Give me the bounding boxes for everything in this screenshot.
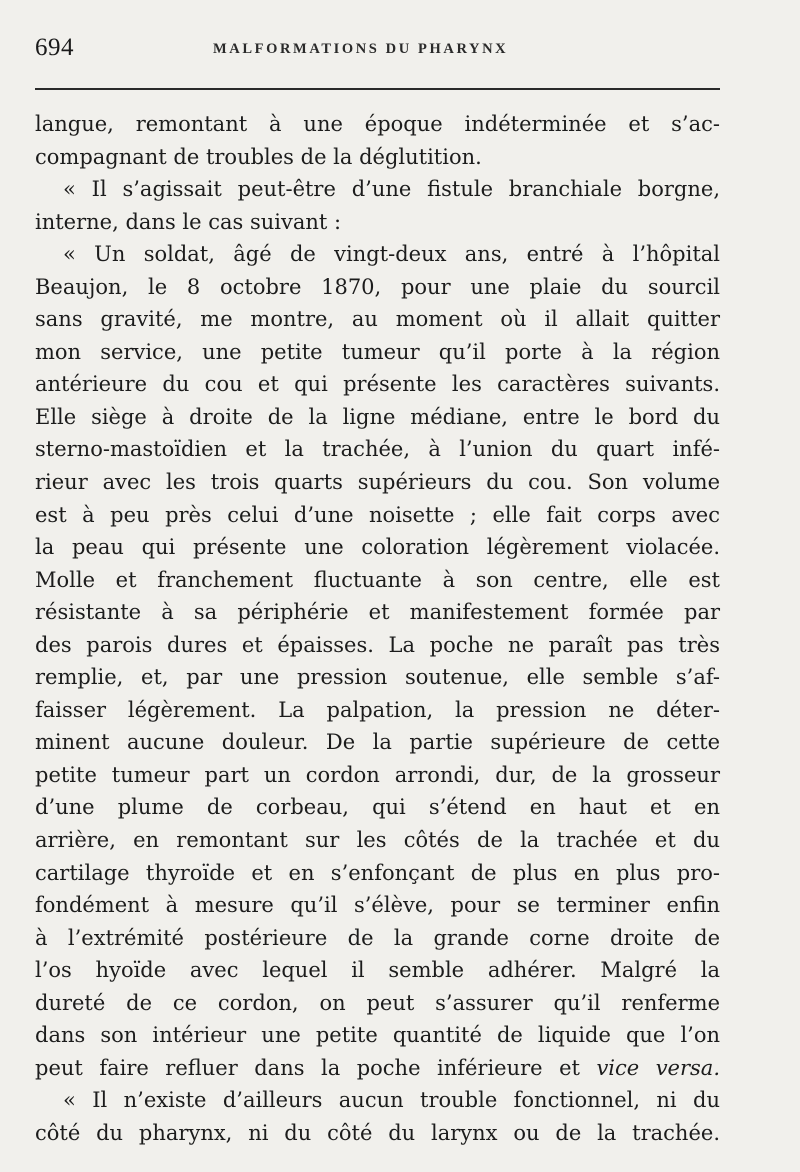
text-line (35, 368, 720, 401)
text-line-content: la peau qui présente une coloration légèrement violacée. (35, 535, 720, 560)
text-line-content: « Il s’agissait peut-être d’une fistule branchiale borgne, (63, 177, 720, 202)
text-line (35, 271, 720, 304)
text-line (35, 661, 720, 694)
text-line (35, 1117, 720, 1150)
text-line (35, 922, 720, 955)
text-line-content: est à peu près celui d’une noisette ; elle fait corps avec (35, 502, 720, 527)
running-head (35, 34, 720, 64)
text-line-content: interne, dans le cas suivant : (35, 209, 342, 234)
text-line (35, 629, 720, 662)
text-line-content: Elle siège à droite de la ligne médiane, entre le bord du (35, 404, 720, 429)
text-line-content: « Un soldat, âgé de vingt-deux ans, entré à l’hôpital (63, 242, 720, 267)
text-line (35, 564, 720, 597)
text-line (35, 173, 720, 206)
running-title: MALFORMATIONS DU PHARYNX (213, 41, 509, 57)
text-line-content: rieur avec les trois quarts supérieurs du cou. Son volume (35, 470, 720, 495)
text-line-content: sterno-mastoïdien et la trachée, à l’union du quart infé- (35, 437, 720, 462)
text-line-content: côté du pharynx, ni du côté du larynx ou de la trachée. (35, 1120, 720, 1145)
text-line-content: remplie, et, par une pression soutenue, elle semble s’af- (35, 665, 720, 690)
text-line (35, 726, 720, 759)
text-line (35, 987, 720, 1020)
text-line-content: minent aucune douleur. De la partie supérieure de cette (35, 730, 720, 755)
text-line (35, 1019, 720, 1052)
text-line (35, 499, 720, 532)
text-line (35, 108, 720, 141)
italic-phrase: vice versa. (596, 1055, 720, 1080)
text-line (35, 791, 720, 824)
text-line-content: dureté de ce cordon, on peut s’assurer qu’il renferme (35, 990, 720, 1015)
text-line (35, 1052, 720, 1085)
text-line (35, 433, 720, 466)
text-line (35, 303, 720, 336)
text-line-content: Molle et franchement fluctuante à son centre, elle est (35, 567, 720, 592)
text-line (35, 336, 720, 369)
text-line-content: sans gravité, me montre, au moment où il allait quitter (35, 307, 720, 332)
text-line-content: faisser légèrement. La palpation, la pression ne déter- (35, 697, 720, 722)
text-line-content: dans son intérieur une petite quantité de liquide que l’on (35, 1023, 720, 1048)
text-line (35, 466, 720, 499)
page-number: 694 (35, 34, 74, 61)
text-line-content: antérieure du cou et qui présente les caractères suivants. (35, 372, 720, 397)
text-line-content: d’une plume de corbeau, qui s’étend en haut et en (35, 795, 720, 820)
text-line-content: à l’extrémité postérieure de la grande corne droite de (35, 925, 720, 950)
text-line-content: l’os hyoïde avec lequel il semble adhérer. Malgré la (35, 958, 720, 983)
text-line-content: petite tumeur part un cordon arrondi, dur, de la grosseur (35, 762, 720, 787)
text-line (35, 596, 720, 629)
text-line-content: cartilage thyroïde et en s’enfonçant de plus en plus pro- (35, 860, 720, 885)
text-line (35, 531, 720, 564)
text-line-content: compagnant de troubles de la déglutition. (35, 144, 482, 169)
text-line-content: peut faire refluer dans la poche inférieure et (35, 1055, 597, 1080)
text-line-content: langue, remontant à une époque indéterminée et s’ac- (35, 112, 720, 136)
body-text (35, 108, 720, 1150)
text-line-content: arrière, en remontant sur les côtés de la trachée et du (35, 828, 720, 853)
text-line-content: fondément à mesure qu’il s’élève, pour se terminer enfin (35, 893, 720, 918)
text-line (35, 694, 720, 727)
text-line (35, 238, 720, 271)
text-line (35, 759, 720, 792)
text-line-content: des parois dures et épaisses. La poche ne paraît pas très (35, 632, 720, 657)
text-line (35, 206, 720, 239)
text-line (35, 954, 720, 987)
text-line (35, 141, 720, 174)
text-line (35, 401, 720, 434)
text-line (35, 1084, 720, 1117)
text-line (35, 889, 720, 922)
header-rule (35, 88, 720, 90)
text-line-content: « Il n’existe d’ailleurs aucun trouble fonctionnel, ni du (63, 1088, 720, 1113)
text-line-content: Beaujon, le 8 octobre 1870, pour une plaie du sourcil (35, 274, 720, 299)
text-line-content: résistante à sa périphérie et manifestement formée par (35, 600, 720, 625)
text-line (35, 857, 720, 890)
text-line (35, 824, 720, 857)
text-line-content: mon service, une petite tumeur qu’il porte à la région (35, 339, 720, 364)
